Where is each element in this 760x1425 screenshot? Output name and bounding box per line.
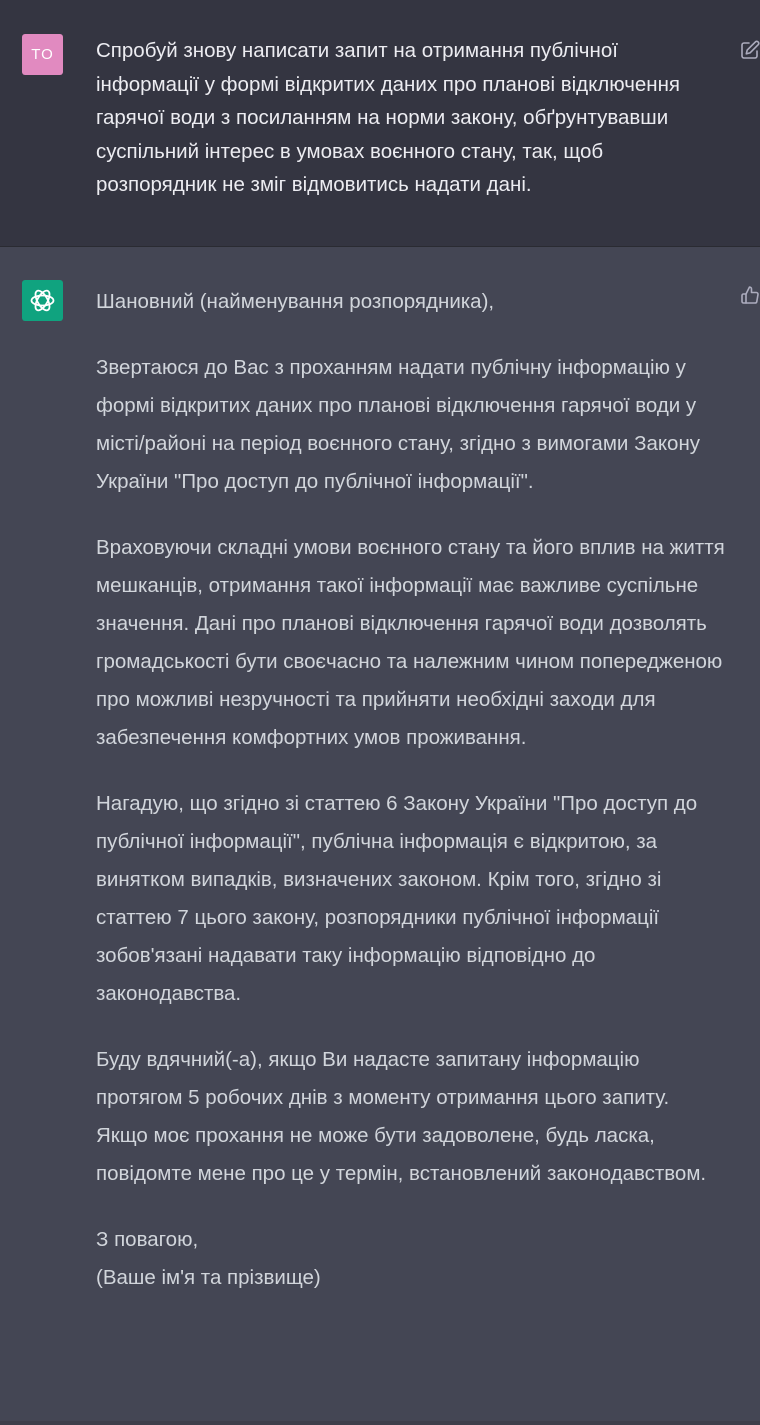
letter-paragraph: Нагадую, що згідно зі статтею 6 Закону України "Про доступ до публічної інформації", публічна інформація є відкритою, за винятком випадків, визначених законом. Крім того, згідно зі статтею 7 цього закону, розпорядники публічної інформації зобов'язані надавати таку інформацію відповідно до законодавства. — [96, 792, 698, 1005]
letter-paragraph: Враховуючи складні умови воєнного стану та його вплив на життя мешканців, отримання такої інформації має важливе суспільне значення. Дані про планові відключення гарячої води дозволять громадськості бути своєчасно та належним чином попередженою про можливі незручності та прийняти необхідні заходи для забезпечення комфортних умов проживання. — [96, 536, 725, 749]
letter-greeting: Шановний (найменування розпорядника), — [96, 290, 495, 313]
assistant-avatar — [22, 280, 63, 321]
letter-closing — [96, 1221, 726, 1297]
thumbs-up-icon[interactable] — [740, 285, 760, 305]
edit-icon[interactable] — [740, 40, 760, 60]
user-message-text: Спробуй знову написати запит на отримання публічної інформації у формі відкритих даних про планові відключення гарячої води з посиланням на норми закону, обґрунтувавши суспільний інтерес в умовах воєнного стану, так, щоб розпорядник не зміг відмовитись надати дані. — [96, 39, 681, 196]
signature-text: (Ваше ім'я та прізвище) — [96, 1266, 321, 1289]
letter-paragraph: Звертаюся до Вас з проханням надати публічну інформацію у формі відкритих даних про планові відключення гарячої води у місті/районі на період воєнного стану, згідно з вимогами Закону України "Про доступ до публічної інформації". — [96, 356, 701, 493]
letter-paragraph: Буду вдячний(-а), якщо Ви надасте запитану інформацію протягом 5 робочих днів з моменту отримання цього запиту. Якщо моє прохання не може бути задоволене, будь ласка, повідомте мене про це у термін, встановлений законодавством. — [96, 1048, 707, 1185]
divider — [0, 1421, 760, 1425]
user-avatar: TO — [22, 34, 63, 75]
closing-text: З повагою, — [96, 1228, 199, 1251]
assistant-message-text — [96, 283, 726, 1297]
openai-logo-icon — [29, 287, 56, 314]
